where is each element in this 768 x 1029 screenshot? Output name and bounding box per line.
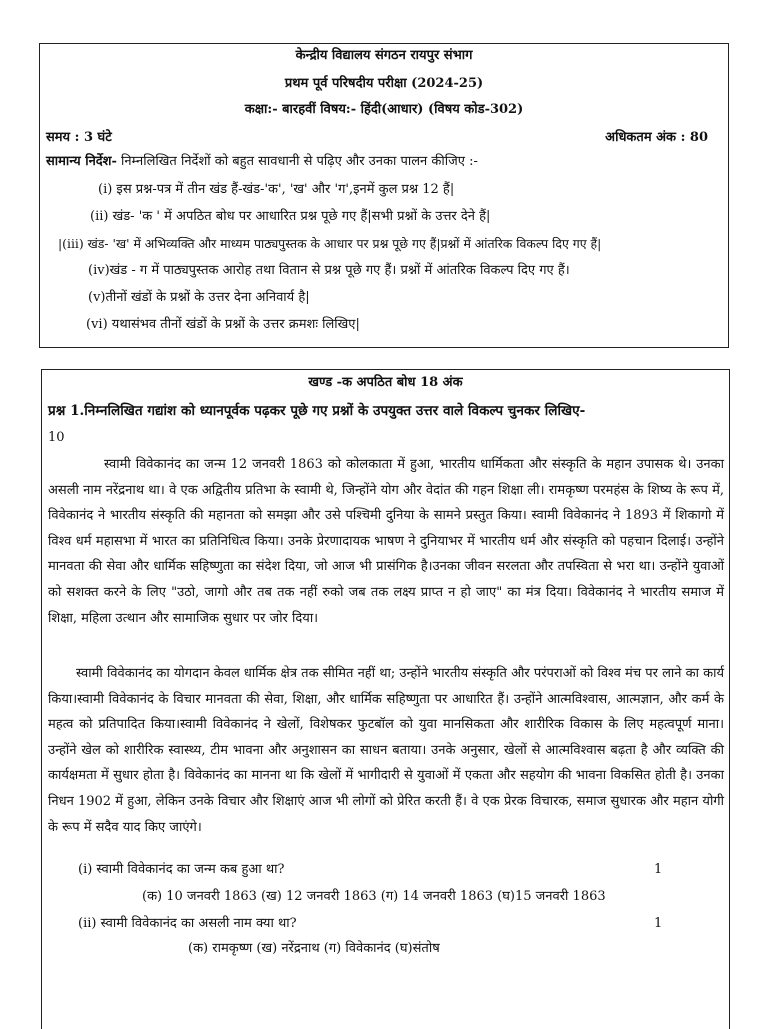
subject-line: कक्षा:- बारहवीं विषय:- हिंदी(आधार) (विषय कोड-302) [244,102,524,117]
passage-paragraph-1: स्वामी विवेकानंद का जन्म 12 जनवरी 1863 को कोलकाता में हुआ, भारतीय धार्मिकता और संस्कृति के महान उपासक थे। उनका असली नाम नरेंद्रनाथ था। वे एक अद्वितीय प्रतिभा के स्वामी थे, जिन्होंने योग और वेदांत की गहन शिक्षा ली। रामकृष्ण परमहंस के शिष्य के रूप में, विवेकानंद ने भारतीय संस्कृति की महानता को समझा और उसे पश्चिमी दुनिया के सामने प्रस्तुत किया। स्वामी विवेकानंद ने 1893 में शिकागो में विश्व धर्म महासभा में भारत का प्रतिनिधित्व किया। उनके प्रेरणादायक भाषण ने दुनियाभर में भारतीय धर्म और संस्कृति को पहचान दिलाई। उन्होंने मानवता की सेवा और धार्मिक सहिष्णुता का संदेश दिया, जो आज भी प्रासंगिक है।उनका जीवन सरलता और तपस्विता से भरा था। उन्होंने युवाओं को सशक्त करने के लिए "उठो, जागो और तब तक नहीं रुको जब तक लक्ष्य प्राप्त न हो जाए" का मंत्र दिया। विवेकानंद ने भारतीय समाज में शिक्षा, महिला उत्थान और सामाजिक सुधार पर जोर दिया। [48,457,724,626]
exam-title: प्रथम पूर्व परिषदीय परीक्षा (2024-25) [284,76,484,91]
header-box [39,43,729,348]
question-text: (ii) स्वामी विवेकानंद का असली नाम क्या था? [78,916,297,931]
question-heading: प्रश्न 1.निम्नलिखित गद्यांश को ध्यानपूर्वक पढ़कर पूछे गए प्रश्नों के उपयुक्त उत्तर वाले विकल्प चुनकर लिखिए- [48,403,586,419]
passage-paragraph-2: स्वामी विवेकानंद का योगदान केवल धार्मिक क्षेत्र तक सीमित नहीं था; उन्होंने भारतीय संस्कृति और परंपराओं को विश्व मंच पर लाने का कार्य किया।स्वामी विवेकानंद के विचार मानवता की सेवा, शिक्षा, और धार्मिक सहिष्णुता पर आधारित हैं। उन्होंने आत्मविश्वास, आत्मज्ञान, और कर्म के महत्व को प्रतिपादित किया।स्वामी विवेकानंद ने खेलों, विशेषकर फुटबॉल को युवा मानसिकता और शारीरिक विकास के लिए महत्वपूर्ण माना। उन्होंने खेल को शारीरिक स्वास्थ्य, टीम भावना और अनुशासन का साधन बताया। उनके अनुसार, खेलों से आत्मविश्वास बढ़ता है और व्यक्ति की कार्यक्षमता में सुधार होता है। विवेकानंद का मानना था कि खेलों में भागीदारी से युवाओं में एकता और सहयोग की भावना विकसित होती है। उनका निधन 1902 में हुआ, लेकिन उनके विचार और शिक्षाएं आज भी लोगों को प्रेरित करती हैं। वे एक प्रेरक विचारक, समाज सुधारक और महान योगी के रूप में सदैव याद किए जाएंगे। [48,666,724,835]
instruction-item: (ii) खंड- 'क ' में अपठित बोध पर आधारित प्रश्न पूछे गए हैं|सभी प्रश्नों के उत्तर देने हैं| [90,209,491,224]
org-title: केन्द्रीय विद्यालय संगठन रायपुर संभाग [295,48,473,63]
instruction-item: (i) इस प्रश्न-पत्र में तीन खंड हैं-खंड-'क', 'ख' और 'ग',इनमें कुल प्रश्न 12 हैं| [98,182,455,197]
instruction-item: |(iii) खंड- 'ख' में अभिव्यक्ति और माध्यम पाठ्यपुस्तक के आधार पर प्रश्न पूछे गए हैं|प्रश्नों में आंतरिक विकल्प दिए गए हैं| [58,236,602,251]
answer-options: (क) 10 जनवरी 1863 (ख) 12 जनवरी 1863 (ग) 14 जनवरी 1863 (घ)15 जनवरी 1863 [142,889,606,904]
section-box [41,369,730,1029]
question-marks: 10 [48,430,65,445]
answer-options: (क) रामकृष्ण (ख) नरेंद्रनाथ (ग) विवेकानंद (घ)संतोष [188,941,440,956]
max-marks-label: अधिकतम अंक : 80 [605,130,708,145]
section-title: खण्ड -क अपठित बोध 18 अंक [308,375,463,390]
instruction-item: (vi) यथासंभव तीनों खंडों के प्रश्नों के उत्तर क्रमशः लिखिए| [86,317,360,332]
instruction-item: (v)तीनों खंडों के प्रश्नों के उत्तर देना अनिवार्य है| [88,290,310,305]
time-label: समय : 3 घंटे [46,130,112,145]
instructions-intro [46,153,478,171]
question-marks: 1 [654,916,663,931]
instructions-intro-text: निम्नलिखित निर्देशों को बहुत सावधानी से पढ़िए और उनका पालन कीजिए :- [116,154,478,169]
instruction-item: (iv)खंड - ग में पाठ्यपुस्तक आरोह तथा वितान से प्रश्न पूछे गए हैं। प्रश्नों में आंतरिक विकल्प दिए गए हैं। [88,263,570,278]
question-marks: 1 [654,862,663,877]
question-text: (i) स्वामी विवेकानंद का जन्म कब हुआ था? [78,862,285,877]
instructions-heading: सामान्य निर्देश- [46,154,117,169]
